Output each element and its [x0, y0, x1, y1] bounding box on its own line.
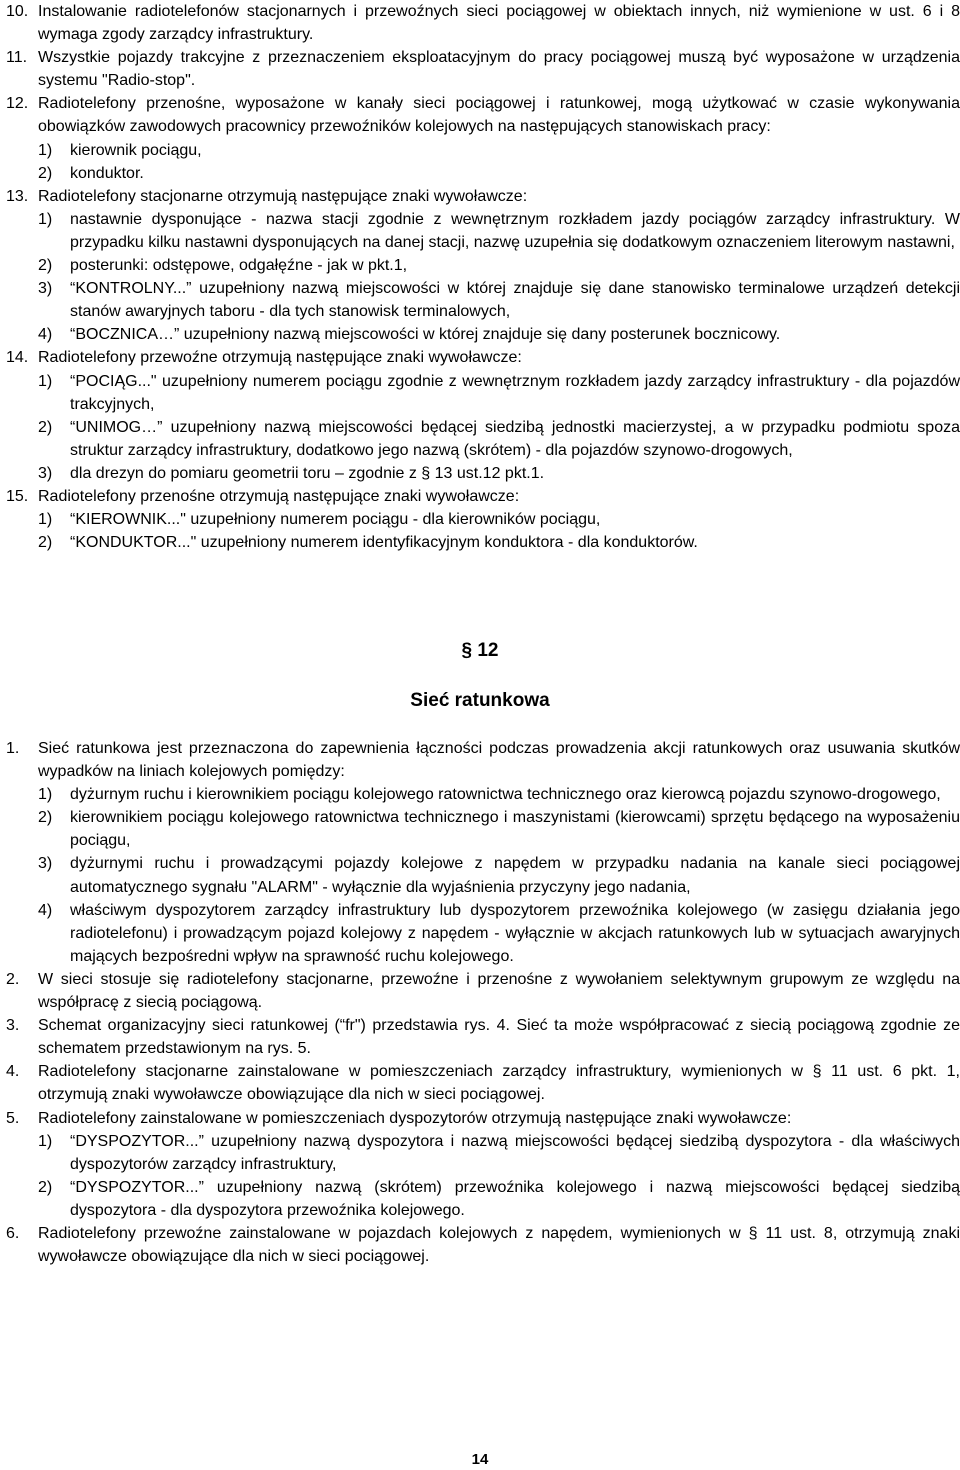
sub-item-number: 1) [38, 1132, 53, 1150]
item-text: Sieć ratunkowa jest przeznaczona do zapewnienia łączności podczas prowadzenia akcji ratunkowych oraz usuwania skutków wypadków na liniach kolejowych pomiędzy: [38, 740, 960, 781]
list-item [0, 737, 960, 968]
section-number: § 12 [461, 640, 499, 661]
sub-item-text: konduktor. [70, 164, 144, 182]
item-number: 15. [6, 487, 29, 505]
sub-item-number: 2) [38, 1178, 53, 1196]
item-number: 2. [6, 970, 20, 988]
sub-item [38, 139, 960, 162]
sub-item-number: 3) [38, 464, 53, 482]
item-number: 10. [6, 3, 29, 20]
item-number: 1. [6, 740, 20, 757]
list-item [0, 185, 960, 347]
item-text: W sieci stosuje się radiotelefony stacjonarne, przewoźne i przenośne z wywołaniem selektywnym grupowym ze względu na współpracę z siecią pociągową. [38, 970, 960, 1012]
sub-item [38, 208, 960, 254]
sub-item-text: “DYSPOZYTOR...” uzupełniony nazwą (skrótem) przewoźnika kolejowego i nazwą miejscowości będącej siedzibą dyspozytora - dla dyspozytora przewoźnika kolejowego. [70, 1178, 960, 1219]
item-number: 11. [6, 49, 28, 67]
sub-item-text: właściwym dyspozytorem zarządcy infrastruktury lub dyspozytorem przewoźnika kolejowego (w zasięgu działania jego radiotelefonu) i prowadzącym pojazd kolejowy z napędem - wyłącznie w akcjach ratunkowych lub w sytuacjach awaryjnych mających bezpośredni wpływ na sprawność ruchu kolejowego. [70, 901, 960, 965]
list-item [0, 1014, 960, 1060]
item-number: 6. [6, 1224, 20, 1242]
item-text: Radiotelefony przewoźne otrzymują następujące znaki wywoławcze: [38, 349, 522, 367]
sub-item-text: kierownik pociągu, [70, 141, 202, 159]
item-number: 3. [6, 1017, 20, 1035]
item-number: 12. [6, 95, 29, 113]
item-text: Radiotelefony zainstalowane w pomieszczeniach dyspozytorów otrzymują następujące znaki wywoławcze: [38, 1109, 792, 1127]
item-text: Schemat organizacyjny sieci ratunkowej (“fr") przedstawia rys. 4. Sieć ta może współpracować z siecią pociągową zgodnie ze schematem przedstawionym na rys. 5. [38, 1017, 960, 1058]
list-item [0, 92, 960, 184]
item-text: Radiotelefony przewoźne zainstalowane w pojazdach kolejowych z napędem, wymienionych w § 11 ust. 8, otrzymują znaki wywoławcze obowiązujące dla nich w sieci pociągowej. [38, 1224, 960, 1266]
list-item [0, 1107, 960, 1222]
item-number: 4. [6, 1063, 20, 1081]
sub-item-text: “UNIMOG…” uzupełniony nazwą miejscowości będącej siedzibą jednostki macierzystej, a w przypadku podmiotu spoza struktur zarządcy infrastruktury, dodatkowo jego nazwą (skrótem) - dla pojazdów szynowo-drogowych, [70, 418, 960, 459]
sub-item [38, 1130, 960, 1176]
list-item [0, 346, 960, 485]
sub-item-text: dyżurnym ruchu i kierownikiem pociągu kolejowego ratownictwa technicznego oraz kierowcą pojazdu szynowo-drogowego, [70, 786, 941, 804]
section-items-list [0, 737, 960, 1268]
sub-item-text: “POCIĄG..." uzupełniony numerem pociągu zgodnie z wewnętrznym rozkładem jazdy zarządcy infrastruktury - dla pojazdów trakcyjnych, [70, 372, 960, 413]
sub-item-text: “KONTROLNY...” uzupełniony nazwą miejscowości w której znajduje się dane stanowisko terminalowe urządzeń detekcji stanów awaryjnych taboru - dla tych stanowisk terminalowych, [70, 280, 960, 321]
list-item [0, 0, 960, 46]
sub-item-number: 4) [38, 326, 53, 344]
item-text: Radiotelefony stacjonarne zainstalowane w pomieszczeniach zarządcy infrastruktury, wymienionych w § 11 ust. 6 pkt. 1, otrzymują znaki wywoławcze obowiązujące dla nich w sieci pociągowej. [38, 1063, 960, 1104]
sub-item-text: “KIEROWNIK..." uzupełniony numerem pociągu - dla kierowników pociągu, [70, 511, 601, 529]
sub-item-text: “KONDUKTOR..." uzupełniony numerem identyfikacyjnym konduktora - dla konduktorów. [70, 534, 698, 552]
sub-item [38, 852, 960, 898]
sub-item [38, 162, 960, 185]
sub-item-text: dla drezyn do pomiaru geometrii toru – zgodnie z § 13 ust.12 pkt.1. [70, 464, 545, 482]
sub-item-number: 2) [38, 164, 53, 182]
sub-item-number: 2) [38, 809, 53, 827]
sub-item [38, 277, 960, 323]
sub-item [38, 531, 960, 554]
sub-item [38, 508, 960, 531]
sub-item-text: nastawnie dysponujące - nazwa stacji zgodnie z wewnętrznym rozkładem jazdy pociągów zarządcy infrastruktury. W przypadku kilku nastawni dysponujących na danej stacji, nazwę uzupełnia się dodatkowym oznaczeniem literowym nastawni, [70, 210, 960, 251]
sub-item-text: kierownikiem pociągu kolejowego ratownictwa technicznego i maszynistami (kierowcami) sprzętu będącego na wyposażeniu pociągu, [70, 809, 960, 850]
sub-item [38, 899, 960, 968]
sub-item-number: 1) [38, 141, 53, 159]
page-number: 14 [471, 1451, 489, 1468]
sub-item-number: 1) [38, 210, 53, 228]
list-item [0, 46, 960, 92]
sub-item [38, 323, 960, 346]
item-text: Radiotelefony stacjonarne otrzymują następujące znaki wywoławcze: [38, 187, 528, 205]
sub-item-text: dyżurnymi ruchu i prowadzącymi pojazdy kolejowe z napędem w przypadku nadania na kanale sieci pociągowej automatycznego sygnału "ALARM" - wyłącznie dla wyjaśnienia przyczyny jego nadania, [70, 855, 960, 896]
sub-item-text: “DYSPOZYTOR...” uzupełniony nazwą dyspozytora i nazwą miejscowości będącej siedzibą dyspozytora - dla właściwych dyspozytorów zarządcy infrastruktury, [70, 1132, 960, 1173]
section-title: Sieć ratunkowa [410, 690, 550, 711]
sub-item-number: 3) [38, 855, 53, 873]
sub-item [38, 254, 960, 277]
item-text: Radiotelefony przenośne otrzymują następujące znaki wywoławcze: [38, 487, 520, 505]
top-items-list [0, 0, 960, 554]
sub-item-number: 2) [38, 534, 53, 552]
sub-item-number: 2) [38, 418, 53, 436]
sub-item-text: posterunki: odstępowe, odgałęźne - jak w pkt.1, [70, 257, 408, 275]
sub-item [38, 370, 960, 416]
sub-item [38, 462, 960, 485]
item-text: Radiotelefony przenośne, wyposażone w kanały sieci pociągowej i ratunkowej, mogą użytkować w czasie wykonywania obowiązków zawodowych pracownicy przewoźników kolejowych na następujących stanowiskach pracy: [38, 95, 960, 136]
sub-item-number: 2) [38, 257, 53, 275]
sub-item [38, 416, 960, 462]
sub-item-number: 1) [38, 511, 53, 529]
sub-item-number: 3) [38, 280, 53, 298]
sub-item-number: 1) [38, 372, 53, 390]
item-number: 14. [6, 349, 29, 367]
item-number: 5. [6, 1109, 20, 1127]
item-text: Instalowanie radiotelefonów stacjonarnych i przewoźnych sieci pociągowej w obiektach innych, niż wymienione w ust. 6 i 8 wymaga zgody zarządcy infrastruktury. [38, 3, 960, 44]
list-item [0, 1222, 960, 1268]
sub-item [38, 1176, 960, 1222]
item-text: Wszystkie pojazdy trakcyjne z przeznaczeniem eksploatacyjnym do pracy pociągowej muszą być wyposażone w urządzenia systemu "Radio-stop". [38, 49, 960, 90]
sub-item-text: “BOCZNICA…” uzupełniony nazwą miejscowości w której znajduje się dany posterunek bocznicowy. [70, 326, 781, 344]
sub-item-number: 4) [38, 901, 53, 919]
sub-item [38, 783, 960, 806]
sub-item-number: 1) [38, 786, 53, 804]
sub-item [38, 806, 960, 852]
list-item [0, 1060, 960, 1106]
list-item [0, 968, 960, 1014]
item-number: 13. [6, 187, 29, 205]
list-item [0, 485, 960, 554]
